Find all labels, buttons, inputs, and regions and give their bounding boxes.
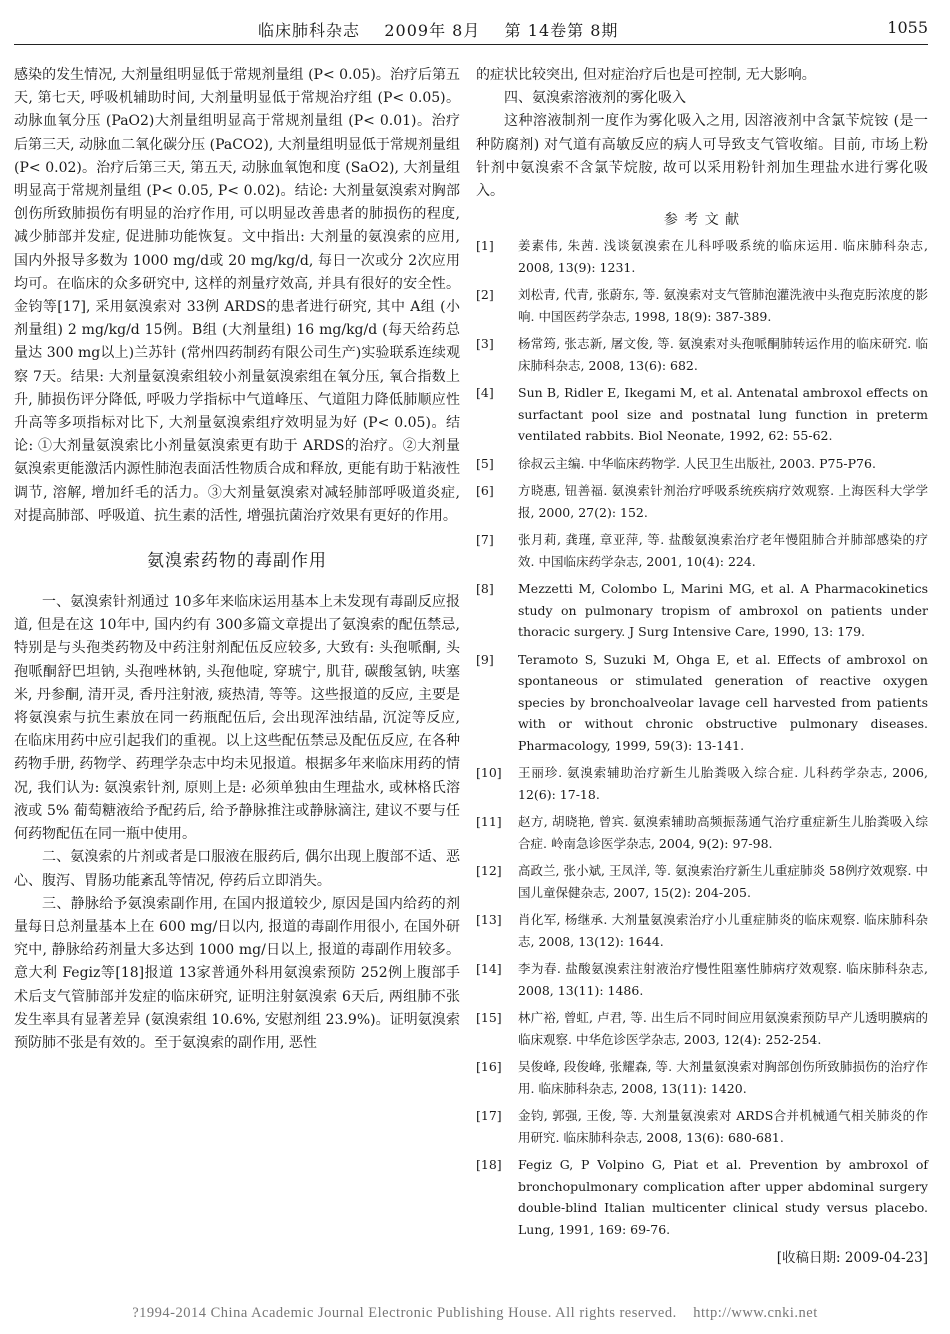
reference-number: [12]: [476, 863, 502, 879]
reference-item: [476, 453, 928, 475]
reference-item: [476, 480, 928, 523]
left-column: [14, 64, 460, 1055]
reference-text: 高政兰, 张小斌, 王凤洋, 等. 氨溴索治疗新生儿重症肺炎 58例疗效观察. 中国儿童保健杂志, 2007, 15(2): 204-205.: [518, 863, 928, 900]
reference-item: [476, 958, 928, 1001]
references-title: 参 考 文 献: [663, 212, 741, 229]
journal-issue-line: 临床肺科杂志 2009年 8月 第 14卷第 8期: [258, 21, 619, 40]
received-date: [收稿日期: 2009-04-23]: [776, 1250, 928, 1267]
reference-number: [15]: [476, 1010, 502, 1026]
reference-text: 肖化军, 杨继承. 大剂量氨溴索治疗小儿重症肺炎的临床观察. 临床肺科杂志, 2008, 13(12): 1644.: [518, 912, 928, 949]
reference-number: [2]: [476, 287, 494, 303]
reference-item: [476, 333, 928, 376]
reference-number: [11]: [476, 814, 502, 830]
reference-text: 徐叔云主编. 中华临床药物学. 人民卫生出版社, 2003. P75-P76.: [518, 455, 876, 471]
reference-number: [14]: [476, 961, 502, 977]
reference-text: 吴俊峰, 段俊峰, 张耀森, 等. 大剂量氨溴索对胸部创伤所致肺损伤的治疗作用. 临床肺科杂志, 2008, 13(11): 1420.: [518, 1059, 928, 1096]
reference-item: [476, 1007, 928, 1050]
reference-text: 张月莉, 龚瑾, 章亚萍, 等. 盐酸氨溴索治疗老年慢阻肺合并肺部感染的疗效. 中国临床药学杂志, 2001, 10(4): 224.: [518, 532, 928, 569]
reference-text: Fegiz G, P Volpino G, Piat et al. Prevention by ambroxol of bronchopulmonary complication after upper abdominal surgery double-blind Italian multicenter clinical study versus placebo. Lung, 1991, 169: 69-76.: [518, 1157, 928, 1237]
reference-number: [17]: [476, 1108, 502, 1124]
reference-item: [476, 1056, 928, 1099]
copyright-footer: ?1994-2014 China Academic Journal Electronic Publishing House. All rights reserved. http://www.cnki.net: [132, 1305, 818, 1321]
body-paragraph: 这种溶液制剂一度作为雾化吸入之用, 因溶液剂中含氯苄烷铵 (是一种防腐剂) 对气道有高敏反应的病人可导致支气管收缩。目前, 市场上粉针剂中氨溴索不含氯苄烷胺, 故可以采用粉针剂加生理盐水进行雾化吸入。: [476, 113, 928, 200]
reference-number: [1]: [476, 238, 494, 254]
reference-number: [6]: [476, 483, 494, 499]
reference-number: [16]: [476, 1059, 502, 1075]
reference-text: 李为春. 盐酸氨溴索注射液治疗慢性阻塞性肺病疗效观察. 临床肺科杂志, 2008, 13(11): 1486.: [518, 961, 928, 998]
body-paragraph: 感染的发生情况, 大剂量组明显低于常规剂量组 (P< 0.05)。治疗后第五天, 第七天, 呼吸机辅助时间, 大剂量明显低于常规治疗组 (P< 0.05)。动脉血氧分压 (PaO2)大剂量组明显高于常规剂量组 (P< 0.01)。治疗后第三天, 动脉血二氧化碳分压 (PaCO2), 大剂量组明显低于常规剂量组 (P< 0.02)。治疗后第三天, 第五天, 动脉血氧饱和度 (SaO2), 大剂量组明显高于常规剂量组 (P< 0.05, P< 0.02)。结论: 大剂量氨溴索对胸部创伤所致肺损伤有明显的治疗作用, 可以明显改善患者的肺损伤的程度, 减少肺部并发症, 促进肺功能恢复。文中指出: 大剂量的氨溴索的应用, 国内外报导多数为 1000 mg/d或 20 mg/kg/d, 每日一次或分 2次应用均可。在临床的众多研究中, 这样的剂量疗效高, 并具有很好的安全性。金钧等[17], 采用氨溴索对 33例 ARDS的患者进行研究, 其中 A组 (小剂量组) 2 mg/kg/d 15例。B组 (大剂量组) 16 mg/kg/d (每天给药总量达 300 mg以上)兰苏针 (常州四药制药有限公司生产)实验联系连续观察 7天。结果: 大剂量氨溴索组较小剂量氨溴索组在氧分压, 氧合指数上升, 肺损伤评分降低, 呼吸力学指标中气道峰压、气道阻力降低肺顺应性升高等多项指标对比下, 大剂量氨溴索组疗效明显为好 (P< 0.05)。结论: ①大剂量氨溴索比小剂量氨溴索更有助于 ARDS的治疗。②大剂量氨溴索更能激活内源性肺泡表面活性物质合成和释放, 更能有助于粘液性调节, 溶解, 增加纤毛的活力。③大剂量氨溴索对减轻肺部呼吸道炎症, 对提高肺部、呼吸道、抗生素的活性, 增强抗菌治疗效果有更好的作用。: [14, 67, 460, 524]
reference-number: [8]: [476, 581, 494, 597]
reference-item: [476, 382, 928, 447]
reference-text: Teramoto S, Suzuki M, Ohga E, et al. Effects of ambroxol on spontaneous or stimulated generation of reactive oxygen species by bronchoalveolar lavage cell harvested from patients with or without chronic obstructive pulmonary diseases. Pharmacology, 1999, 59(3): 13-141.: [518, 651, 928, 753]
reference-number: [4]: [476, 385, 494, 401]
reference-number: [13]: [476, 912, 502, 928]
reference-text: 王丽珍. 氨溴索辅助治疗新生儿胎粪吸入综合症. 儿科药学杂志, 2006, 12(6): 17-18.: [518, 765, 928, 802]
reference-item: [476, 649, 928, 757]
reference-number: [10]: [476, 765, 502, 781]
reference-text: 赵方, 胡晓艳, 曾宾. 氨溴索辅助高频振荡通气治疗重症新生儿胎粪吸入综合症. 岭南急诊医学杂志, 2004, 9(2): 97-98.: [518, 814, 928, 851]
reference-item: [476, 284, 928, 327]
reference-item: [476, 909, 928, 952]
body-paragraph: 一、氨溴索针剂通过 10多年来临床运用基本上未发现有毒副反应报道, 但是在这 10年中, 国内约有 300多篇文章提出了氨溴索的配伍禁忌, 特别是与头孢类药物及中药注射剂配伍反应较多, 大致有: 头孢哌酮, 头孢哌酮舒巴坦钠, 头孢唑林钠, 头孢他啶, 穿琥宁, 肌苷, 碳酸氢钠, 呋塞米, 丹参酮, 清开灵, 香丹注射液, 痰热清, 等等。这些报道的反应, 主要是将氨溴索与抗生素放在同一药瓶配伍后, 会出现浑浊结晶, 沉淀等反应, 在临床用药中应引起我们的重视。以上这些配伍禁忌及配伍反应, 在各种药物手册, 药物学、药理学杂志中均未见报道。根据多年来临床用药的情况, 我们认为: 氨溴索针剂, 原则上是: 必须单独由生理盐水, 或林格氏溶液或 5% 葡萄糖液给予配药后, 给予静脉推注或静脉滴注, 建议不要与任何药物配伍在同一瓶中使用。: [14, 594, 460, 843]
reference-text: Sun B, Ridler E, Ikegami M, et al. Antenatal ambroxol effects on surfactant pool size and postnatal lung function in preterm ventilated rabbits. Biol Neonate, 1992, 62: 55-62.: [518, 385, 928, 444]
reference-number: [5]: [476, 455, 494, 471]
page-header: [14, 14, 928, 45]
reference-item: [476, 762, 928, 805]
page-number: 1055: [887, 18, 928, 37]
reference-item: [476, 811, 928, 854]
reference-text: Mezzetti M, Colombo L, Marini MG, et al. A Pharmacokinetics study on pulmonary tropism of ambroxol on patients under thoracic surgery. J Surg Intensive Care, 1990, 13: 179.: [518, 581, 928, 640]
reference-text: 杨常筠, 张志新, 屠文俊, 等. 氨溴索对头孢哌酮肺转运作用的临床研究. 临床肺科杂志, 2008, 13(6): 682.: [518, 336, 928, 373]
reference-number: [18]: [476, 1157, 502, 1173]
reference-number: [7]: [476, 532, 494, 548]
reference-text: 金钧, 郭强, 王俊, 等. 大剂量氨溴索对 ARDS合并机械通气相关肺炎的作用研究. 临床肺科杂志, 2008, 13(6): 680-681.: [518, 1108, 928, 1145]
reference-text: 刘松青, 代青, 张蔚东, 等. 氨溴索对支气管肺泡灌洗液中头孢克肟浓度的影响. 中国医药学杂志, 1998, 18(9): 387-389.: [518, 287, 928, 324]
reference-item: [476, 1154, 928, 1240]
subsection-title: 四、氨溴索溶液剂的雾化吸入: [504, 90, 686, 107]
reference-item: [476, 235, 928, 278]
right-column: [476, 64, 928, 1266]
reference-item: [476, 578, 928, 643]
section-title: 氨溴索药物的毒副作用: [147, 551, 327, 572]
body-paragraph: 二、氨溴索的片剂或者是口服液在服药后, 偶尔出现上腹部不适、恶心、腹泻、胃肠功能紊乱等情况, 停药后立即消失。: [14, 849, 460, 889]
reference-list: [476, 235, 928, 1240]
body-paragraph: 的症状比较突出, 但对症治疗后也是可控制, 无大影响。: [476, 67, 816, 83]
reference-number: [3]: [476, 336, 494, 352]
reference-item: [476, 1105, 928, 1148]
reference-item: [476, 860, 928, 903]
reference-text: 姜素伟, 朱茜. 浅谈氨溴索在儿科呼吸系统的临床运用. 临床肺科杂志, 2008, 13(9): 1231.: [518, 238, 928, 275]
reference-item: [476, 529, 928, 572]
reference-text: 林广裕, 曾虹, 卢君, 等. 出生后不同时间应用氨溴索预防早产儿透明膜病的临床观察. 中华危诊医学杂志, 2003, 12(4): 252-254.: [518, 1010, 928, 1047]
reference-number: [9]: [476, 651, 494, 667]
reference-text: 方晓惠, 钮善福. 氨溴索针剂治疗呼吸系统疾病疗效观察. 上海医科大学学报, 2000, 27(2): 152.: [518, 483, 928, 520]
body-paragraph: 三、静脉给予氨溴索副作用, 在国内报道较少, 原因是国内给药的剂量每日总剂量基本上在 600 mg/日以内, 报道的毒副作用很小, 在国外研究中, 静脉给药剂量大多达到 1000 mg/日以上, 报道的毒副作用较多。意大利 Fegiz等[18]报道 13家普通外科用氨溴索预防 252例上腹部手术后支气管肺部并发症的临床研究, 证明注射氨溴索 6天后, 两组肺不张发生率具有显著差异 (氨溴索组 10.6%, 安慰剂组 23.9%)。证明氨溴索预防肺不张是有效的。至于氨溴索的副作用, 恶性: [14, 895, 460, 1051]
